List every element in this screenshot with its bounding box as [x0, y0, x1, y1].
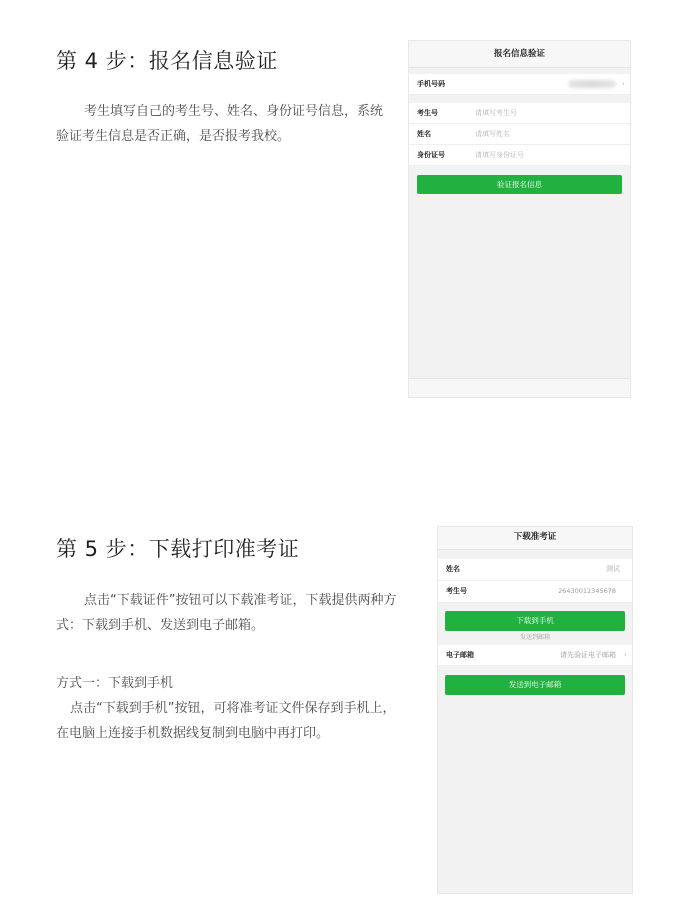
exam-number-display-row: [438, 581, 632, 603]
id-number-label: 身份证号: [417, 151, 445, 159]
verify-screen-title: 报名信息验证: [409, 41, 630, 68]
exam-number-label: 考生号: [417, 109, 438, 117]
step4-paragraph-line2: 验证考生信息是否正确，是否报考我校。: [56, 129, 291, 144]
step5-paragraph: [56, 588, 434, 638]
name-display-value: 测试: [606, 565, 620, 573]
id-number-row[interactable]: [409, 145, 630, 166]
chevron-right-icon: ›: [621, 79, 625, 88]
download-screen-title: 下载准考证: [438, 527, 632, 550]
email-row[interactable]: [438, 645, 632, 666]
chevron-right-icon: ›: [623, 650, 627, 659]
phone-number-label: 手机号码: [417, 80, 445, 88]
exam-number-input[interactable]: 请填写考生号: [475, 109, 517, 117]
exam-number-row[interactable]: [409, 103, 630, 124]
name-display-row: [438, 559, 632, 581]
download-to-phone-button[interactable]: 下载到手机: [445, 611, 625, 631]
bottom-bar: [409, 378, 630, 397]
name-row[interactable]: [409, 124, 630, 145]
id-number-input[interactable]: 请填写身份证号: [475, 151, 524, 159]
send-to-email-caption: 发送到邮箱: [519, 634, 550, 641]
step4-paragraph: [56, 99, 406, 149]
name-label: 姓名: [417, 130, 431, 138]
name-display-label: 姓名: [446, 565, 460, 573]
send-to-email-button[interactable]: 发送到电子邮箱: [445, 675, 625, 695]
step4-heading: 第 4 步：报名信息验证: [56, 49, 278, 73]
verify-phone-screenshot: [408, 40, 631, 398]
verify-button[interactable]: 验证报名信息: [417, 175, 622, 194]
download-phone-screenshot: [437, 526, 633, 894]
exam-number-display-label: 考生号: [446, 587, 467, 595]
method1-line2: 在电脑上连接手机数据线复制到电脑中再打印。: [56, 726, 330, 741]
step5-heading: 第 5 步：下载打印准考证: [56, 537, 300, 561]
method1-title: 方式一：下载到手机: [56, 676, 174, 691]
method1-line1: 点击“下载到手机”按钮，可将准考证文件保存到手机上，: [70, 701, 396, 716]
phone-number-blurred-value: [568, 80, 616, 88]
exam-number-display-value: 26430012345678: [558, 587, 616, 595]
name-input[interactable]: 请填写姓名: [475, 130, 510, 138]
step4-paragraph-line1: 考生填写自己的考生号、姓名、身份证号信息，系统: [84, 104, 384, 119]
step5-paragraph-line2: 式：下载到手机、发送到电子邮箱。: [56, 618, 265, 633]
phone-number-row[interactable]: [409, 74, 630, 95]
step5-paragraph-line1: 点击“下载证件”按钮可以下载准考证，下载提供两种方: [84, 593, 397, 608]
method1-block: [56, 671, 434, 746]
email-label: 电子邮箱: [446, 651, 474, 659]
email-input[interactable]: 请先验证电子邮箱: [560, 651, 616, 659]
